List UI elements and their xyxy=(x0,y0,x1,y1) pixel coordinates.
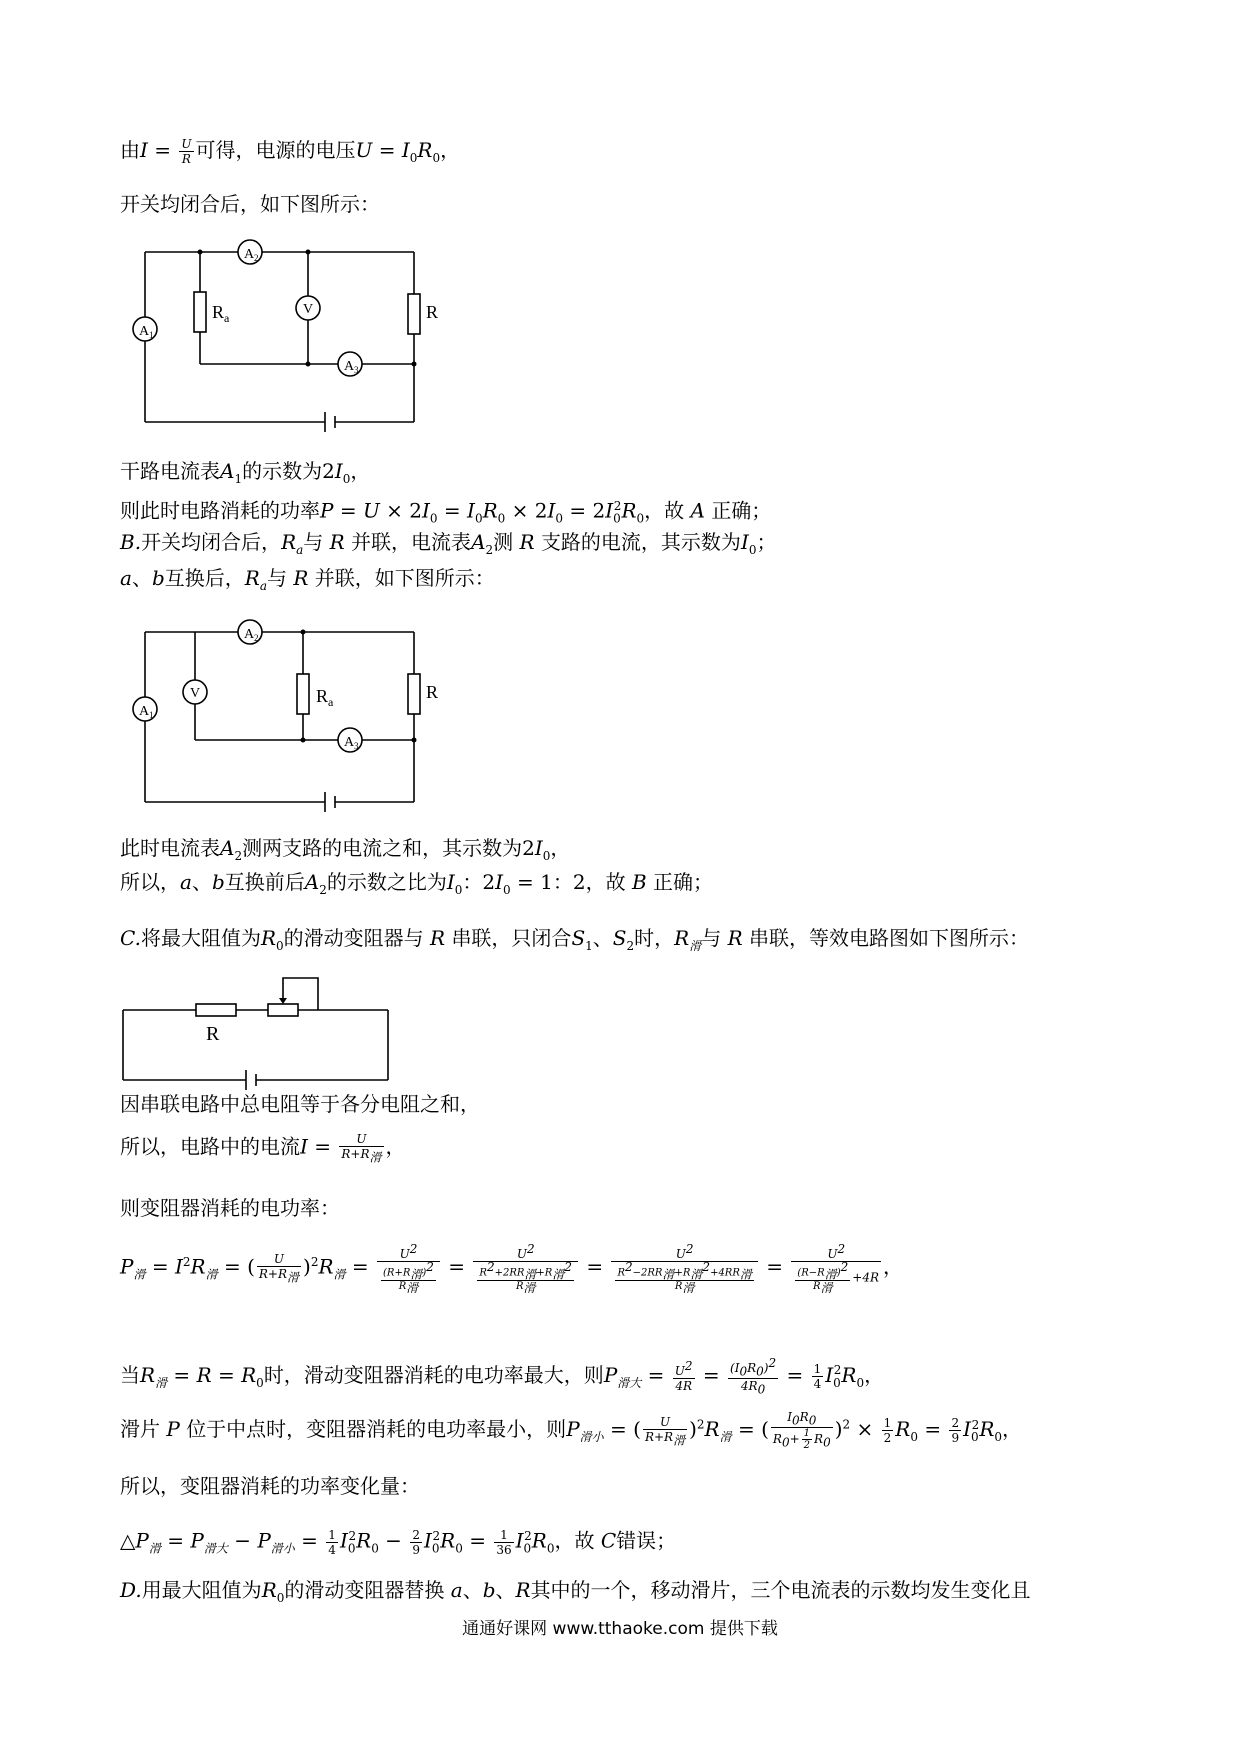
label-a1: A xyxy=(139,324,150,339)
resistor-r xyxy=(196,1004,236,1016)
svg-text:R: R xyxy=(206,1023,220,1045)
slider-arrow xyxy=(279,998,287,1004)
svg-text:a: a xyxy=(328,695,334,709)
line-15: 滑片 P 位于中点时，变阻器消耗的电功率最小，则$P_{滑小}$ = ( $\frac{U}{R+R_滑}$ )$^2R_滑$ = ( $I_0R_0$ $R_0+$ $\frac{1}{2}$ $R_0$ )$^2$ × $\frac{1}{2}$ $R_0$ = $\frac{2}{9}$ $I_0^2R_0$， xyxy=(120,1410,1023,1452)
line-16: 所以，变阻器消耗的功率变化量： xyxy=(120,1474,420,1498)
slide-rheostat xyxy=(268,1004,298,1016)
svg-text:1: 1 xyxy=(149,330,154,340)
line-6: a、b互换后，$R_a$与 R 并联，如下图所示： xyxy=(120,566,495,593)
circuit-diagram-1 xyxy=(120,232,440,432)
circuit-diagram-3 xyxy=(118,968,418,1098)
line-8: 所以，a、b互换前后$A_2$的示数之比为$I_0$：$2I_0 = 1$：2，故 B 正确； xyxy=(120,870,714,897)
svg-text:R: R xyxy=(426,682,439,702)
line-5: B.开关均闭合后，$R_a$与 R 并联，电流表$A_2$测 R 支路的电流，其示数为$I_0$； xyxy=(120,530,777,557)
line-14: 当$R_滑 = R = R_0$时，滑动变阻器消耗的电功率最大，则$P_{滑大}$ = $\frac{U^2}{4R}$ = $\frac{(I_0R_0)^2}{4R_0}$ = $\frac{1}{4}$ $I_0^2R_0$， xyxy=(120,1356,885,1397)
label-a2: A xyxy=(244,247,255,262)
svg-text:A: A xyxy=(344,735,355,750)
resistor-ra xyxy=(194,292,206,332)
line-9: C.将最大阻值为$R_0$的滑动变阻器与 R 串联，只闭合$S_1$、$S_2$时，$R_滑$与 R 串联，等效电路图如下图所示： xyxy=(120,926,1029,953)
page-footer: 通通好课网 www.tthaoke.com 提供下载 xyxy=(462,1619,778,1639)
svg-text:3: 3 xyxy=(354,365,359,375)
svg-text:1: 1 xyxy=(149,710,154,720)
line-17: $\triangle P_滑 = P_{滑大} - P_{滑小}$ = $\frac{1}{4}$ $I_0^2R_0$ − $\frac{2}{9}$ $I_0^2R_0$ = $\frac{1}{36}$ $I_0^2R_0$，故 C错误； xyxy=(120,1527,677,1557)
svg-text:2: 2 xyxy=(254,253,259,263)
line-10: 因串联电路中总电阻等于各分电阻之和， xyxy=(120,1092,480,1116)
line-1: 由I = $\frac{U}{R}$ 可得，电源的电压$U = I_0R_0$， xyxy=(120,137,461,166)
svg-text:V: V xyxy=(190,686,201,701)
svg-text:2: 2 xyxy=(254,633,259,643)
line-11: 所以，电路中的电流I = $\frac{U}{R+R_滑}$ ， xyxy=(120,1132,406,1165)
svg-text:A: A xyxy=(139,704,150,719)
label-r: R xyxy=(426,302,439,322)
line-13-formula: $P_滑 = I^2R_滑$ = ( $\frac{U}{R+R_滑}$ )$^2R_滑$ = $\frac{U^2}{\frac{(R+R_滑)^2}{R_滑}}$ = $\frac{U^2}{\frac{R^2+2RR_滑+R_滑^2}{R_滑}}$ = $\frac{U^2}{\frac{R^2-2RR_滑+R_滑^2+4RR_滑}{R_滑}}$ = $U^2$ $\frac{(R-R_滑)^2}{R_滑}$ +4R ， xyxy=(120,1242,904,1296)
line-2: 开关均闭合后，如下图所示： xyxy=(120,192,380,216)
svg-text:a: a xyxy=(224,311,230,325)
resistor-r xyxy=(408,294,420,334)
svg-text:R: R xyxy=(316,686,329,706)
line-12: 则变阻器消耗的电功率： xyxy=(120,1196,340,1220)
circuit-diagram-2 xyxy=(120,612,440,812)
svg-text:3: 3 xyxy=(354,741,359,751)
fraction-u-over-r: $\frac{U}{R}$ xyxy=(181,137,192,166)
svg-text:A: A xyxy=(244,627,255,642)
label-ra: R xyxy=(212,302,225,322)
label-a3: A xyxy=(344,359,355,374)
line-4: 则此时电路消耗的功率$P = U \times 2I_0 = I_0R_0 \times 2I_0 = 2I_0^2R_0$，故 A 正确； xyxy=(120,498,772,526)
label-v: V xyxy=(303,302,314,317)
line-7: 此时电流表$A_2$测两支路的电流之和，其示数为$2I_0$， xyxy=(120,836,571,863)
line-3: 干路电流表$A_1$的示数为$2I_0$， xyxy=(120,459,371,486)
line-18: D.用最大阻值为$R_0$的滑动变阻器替换 a、b、R其中的一个，移动滑片，三个电流表的示数均发生变化且 xyxy=(120,1578,1031,1605)
